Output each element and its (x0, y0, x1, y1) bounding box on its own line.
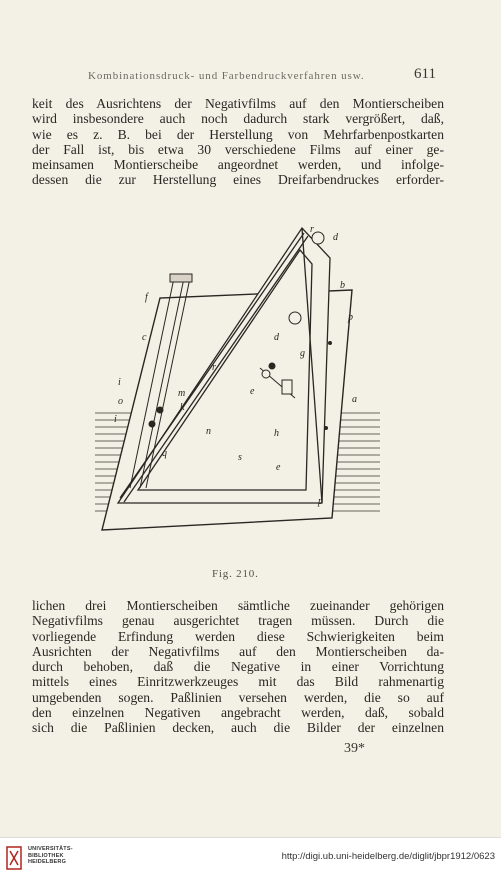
label-k: k (180, 402, 185, 413)
paragraph-bottom-line: lichen drei Montierscheiben sämtliche zueinander gehörigen (32, 598, 444, 613)
running-head: Kombinationsdruck- und Farbendruckverfahren usw. (88, 70, 365, 82)
paragraph-top-line: der Fall ist, bis etwa 30 verschiedene Films auf einer ge- (32, 141, 444, 157)
logo-line-2: BIBLIOTHEK (28, 852, 64, 859)
label-p-bottom: p (318, 496, 323, 507)
library-emblem-icon (6, 846, 22, 872)
paragraph-bottom-line: vorliegende Erfindung werden diese Schwierigkeiten beim (32, 628, 444, 644)
logo-text (28, 846, 73, 866)
label-r-mid: r (212, 362, 216, 373)
signature-mark: 39* (344, 741, 365, 756)
paragraph-top-line: wie es z. B. bei der Herstellung von Mehrfarbenpostkarten (32, 126, 444, 142)
page-number: 611 (414, 66, 436, 82)
paragraph-top-line: dessen die zur Herstellung eines Dreifarbendruckes erforder- (32, 172, 444, 188)
label-d-mid: d (274, 332, 279, 343)
logo-line-3: HEIDELBERG (28, 859, 67, 866)
label-e: e (250, 386, 255, 397)
label-d-top: d (333, 232, 338, 243)
label-a: a (352, 394, 357, 405)
label-s: s (238, 452, 242, 463)
label-g: g (300, 348, 305, 359)
label-p-right: p (348, 312, 353, 323)
label-b: b (340, 280, 345, 291)
footer-bar (0, 837, 501, 878)
paragraph-bottom-line: Ausrichten der Negativfilms auf den Montierscheiben da- (32, 643, 444, 659)
paragraph-bottom (32, 598, 444, 736)
label-o: o (118, 396, 123, 407)
figure-drawing (90, 198, 390, 553)
paragraph-top-line: meinsamen Montierscheibe angeordnet werden, und infolge- (32, 157, 444, 173)
label-f: f (145, 292, 148, 303)
paragraph-bottom-line: den einzelnen Negativen angebracht werden, daß, sobald (32, 705, 444, 721)
label-e-lower: e (276, 462, 281, 473)
footer-url-link[interactable]: http://digi.ub.uni-heidelberg.de/diglit/jbpr1912/0623 (281, 851, 495, 862)
label-c: c (142, 332, 147, 343)
figure-illustration (90, 198, 390, 553)
paragraph-bottom-line: durch behoben, daß die Negative in einer Vorrichtung (32, 659, 444, 675)
paragraph-bottom-line: mittels eines Einritzwerkzeuges mit das Bild rahmenartig (32, 674, 444, 690)
paragraph-bottom-line: umgebenden sogen. Paßlinien versehen werden, die so auf (32, 689, 444, 705)
paragraph-top-line: wird insbesondere auch noch dadurch stark vergrößert, daß, (32, 111, 444, 127)
logo-line-1: UNIVERSITÄTS- (28, 846, 73, 852)
paragraph-bottom-line: sich die Paßlinien decken, auch die Bilder der einzelnen (32, 720, 444, 736)
label-h: h (274, 428, 279, 439)
label-m: m (178, 388, 186, 399)
label-q: q (162, 448, 167, 459)
label-n: n (206, 426, 211, 437)
label-r-top: r (310, 224, 314, 235)
university-library-logo[interactable] (6, 844, 106, 874)
label-i-upper: i (118, 377, 121, 388)
paragraph-bottom-line: Negativfilms genau ausgerichtet tragen müssen. Durch die (32, 613, 444, 629)
paragraph-top-line: keit des Ausrichtens der Negativfilms auf den Montierscheiben (32, 96, 444, 111)
paragraph-top (32, 96, 444, 188)
label-i-lower: i (114, 414, 117, 425)
figure-caption: Fig. 210. (212, 568, 259, 580)
